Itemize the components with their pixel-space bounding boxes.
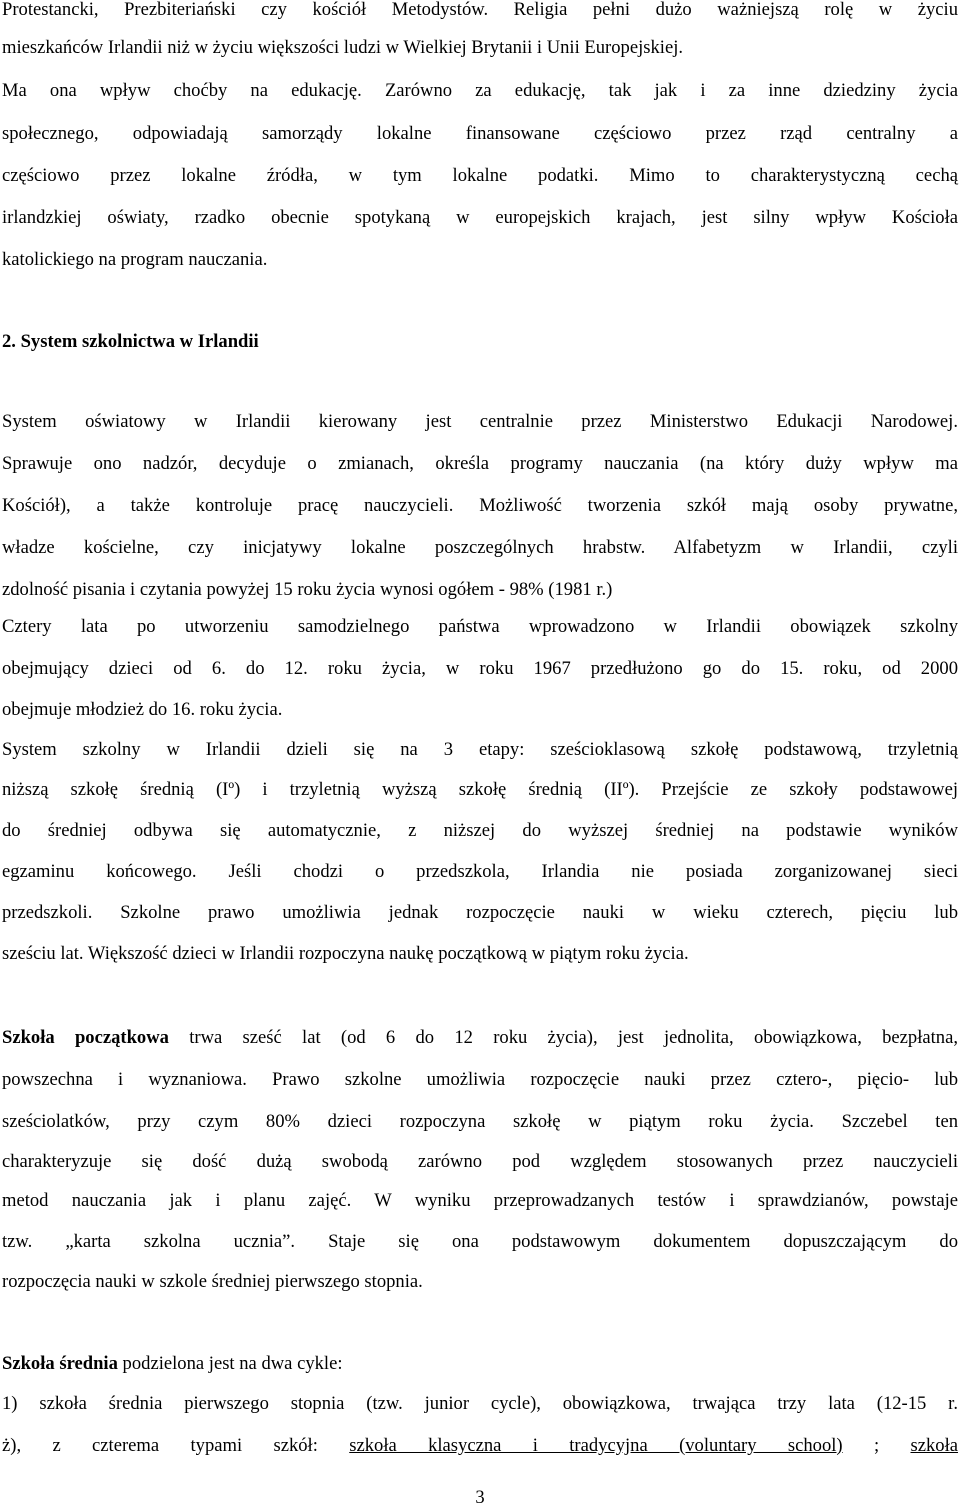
school-type-link[interactable]: szkoła (910, 1435, 959, 1456)
text-line: obejmuje młodzież do 16. roku życia. (2, 699, 283, 720)
text-line: powszechna i wyznaniowa. Prawo szkolne umożliwia rozpoczęcie nauki przez cztero-, pięcio- lub (2, 1069, 958, 1090)
text-line: katolickiego na program nauczania. (2, 249, 268, 270)
text-line: charakteryzuje się dość dużą swobodą zarówno pod względem stosowanych przez nauczycieli (2, 1151, 958, 1172)
text-line: sześciolatków, przy czym 80% dzieci rozpoczyna szkołę w piątym roku życia. Szczebel ten (2, 1111, 958, 1132)
text-line: tzw. „karta szkolna ucznia”. Staje się ona podstawowym dokumentem dopuszczającym do (2, 1231, 958, 1252)
text-line: społecznego, odpowiadają samorządy lokalne finansowane częściowo przez rząd centralny a (2, 123, 958, 144)
text-line: zdolność pisania i czytania powyżej 15 roku życia wynosi ogółem - 98% (1981 r.) (2, 579, 613, 600)
text-line: metod nauczania jak i planu zajęć. W wyniku przeprowadzanych testów i sprawdzianów, powstaje (2, 1190, 958, 1211)
text-line: do średniej odbywa się automatycznie, z niższej do wyższej średniej na podstawie wyników (2, 820, 958, 841)
text-line (2, 1434, 958, 1458)
text-line: Kościół), a także kontroluje pracę nauczycieli. Możliwość tworzenia szkół mają osoby prywatne, (2, 495, 958, 516)
term-secondary-school: Szkoła średnia (2, 1353, 118, 1374)
school-type-link[interactable]: szkoła klasyczna i tradycyjna (voluntary school) (349, 1435, 843, 1456)
text-run: trwa sześć lat (od 6 do 12 roku życia), jest jednolita, obowiązkowa, bezpłatna, (168, 1027, 958, 1048)
page-number: 3 (475, 1487, 485, 1508)
text-line: Ma ona wpływ choćby na edukację. Zarówno za edukację, tak jak i za inne dziedziny życia (2, 80, 958, 101)
text-line: przedszkoli. Szkolne prawo umożliwia jednak rozpoczęcie nauki w wieku czterech, pięciu lub (2, 902, 958, 923)
text-line (2, 1026, 958, 1050)
text-line: irlandzkiej oświaty, rzadko obecnie spotykaną w europejskich krajach, jest silny wpływ Kościoła (2, 207, 958, 228)
text-line (2, 1352, 958, 1376)
text-line: Sprawuje ono nadzór, decyduje o zmianach, określa programy nauczania (na który duży wpływ ma (2, 453, 958, 474)
text-line: niższą szkołę średnią (Iº) i trzyletnią wyższą szkołę średnią (IIº). Przejście ze szkoły podstawowej (2, 779, 958, 800)
text-line: obejmujący dzieci od 6. do 12. roku życia, w roku 1967 przedłużono go do 15. roku, od 2000 (2, 658, 958, 679)
text-line: władze kościelne, czy inicjatywy lokalne poszczególnych hrabstw. Alfabetyzm w Irlandii, czyli (2, 537, 958, 558)
text-run: podzielona jest na dwa cykle: (117, 1353, 343, 1374)
text-line: rozpoczęcia nauki w szkole średniej pierwszego stopnia. (2, 1271, 423, 1292)
text-line: sześciu lat. Większość dzieci w Irlandii rozpoczyna naukę początkową w piątym roku życia. (2, 943, 689, 964)
text-line: egzaminu końcowego. Jeśli chodzi o przedszkola, Irlandia nie posiada zorganizowanej sieci (2, 861, 958, 882)
section-heading: 2. System szkolnictwa w Irlandii (2, 331, 259, 352)
text-line: częściowo przez lokalne źródła, w tym lokalne podatki. Mimo to charakterystyczną cechą (2, 165, 958, 186)
text-line: Protestancki, Prezbiteriański czy kościół Metodystów. Religia pełni dużo ważniejszą rolę w życiu (2, 0, 958, 20)
text-line: System oświatowy w Irlandii kierowany jest centralnie przez Ministerstwo Edukacji Narodowej. (2, 411, 958, 432)
text-run: ; (842, 1435, 911, 1456)
list-item: 1) szkoła średnia pierwszego stopnia (tzw. junior cycle), obowiązkowa, trwająca trzy lata (12-15 r. (2, 1393, 958, 1414)
term-primary-school: Szkoła początkowa (2, 1027, 169, 1048)
text-line: System szkolny w Irlandii dzieli się na 3 etapy: sześcioklasową szkołę podstawową, trzyletnią (2, 739, 958, 760)
text-line: Cztery lata po utworzeniu samodzielnego państwa wprowadzono w Irlandii obowiązek szkolny (2, 616, 958, 637)
text-line: mieszkańców Irlandii niż w życiu większości ludzi w Wielkiej Brytanii i Unii Europejskiej. (2, 37, 684, 58)
text-run: ż), z czterema typami szkół: (2, 1435, 350, 1456)
